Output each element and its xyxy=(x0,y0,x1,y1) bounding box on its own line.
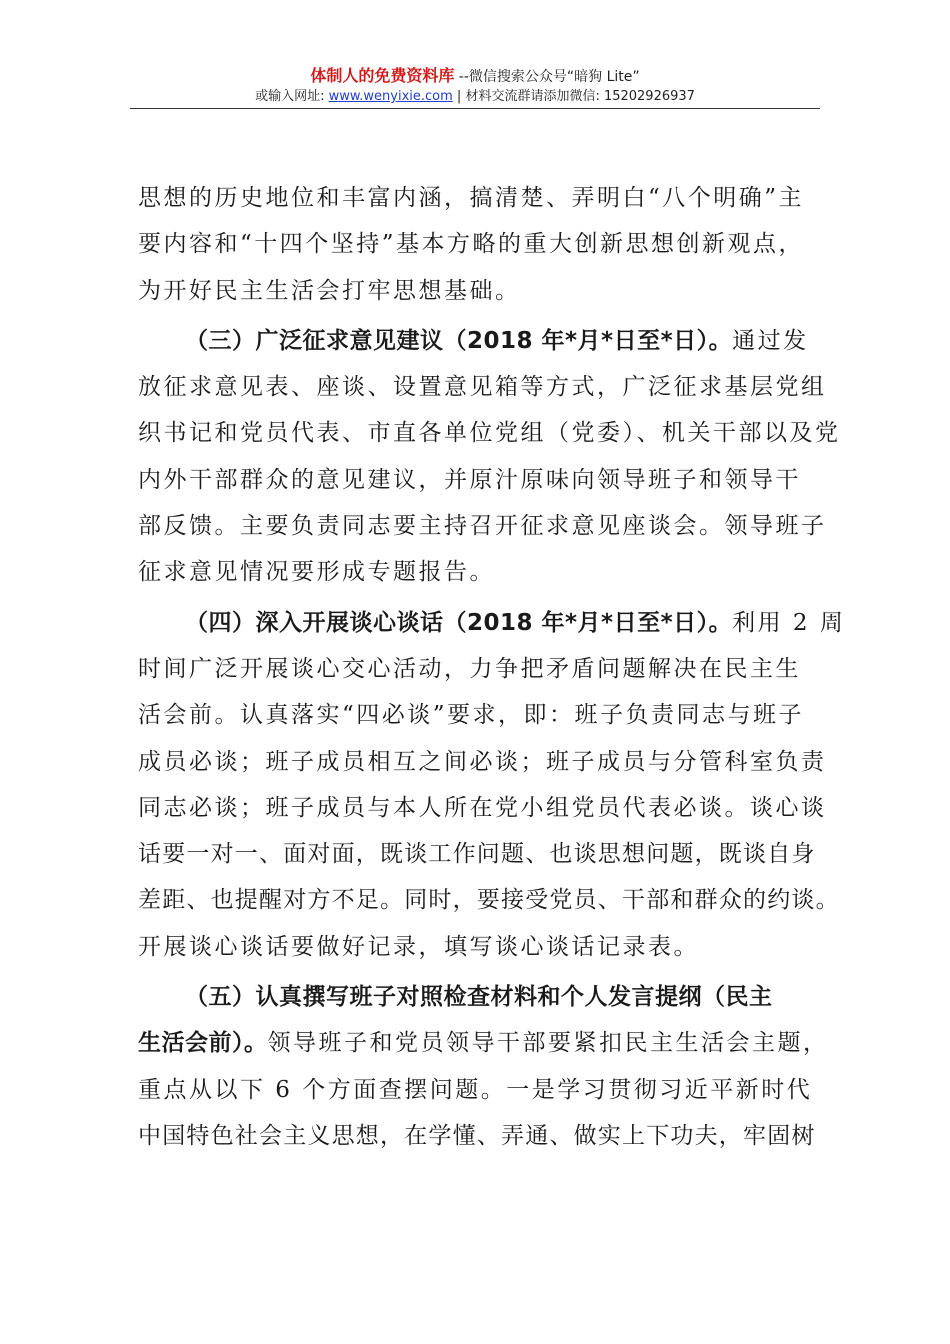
text-line: 为开好民主生活会打牢思想基础。 xyxy=(138,277,521,304)
text-line: 差距、也提醒对方不足。同时，要接受党员、干部和群众的约谈。 xyxy=(138,887,840,914)
section-heading: （四）深入开展谈心谈话（2018 年*月*日至*日）。 xyxy=(185,609,733,636)
text-line: 话要一对一、面对面，既谈工作问题、也谈思想问题，既谈自身 xyxy=(138,841,816,868)
text-line: 重点从以下 6 个方面查摆问题。一是学习贯彻习近平新时代 xyxy=(138,1076,813,1103)
header-divider xyxy=(130,108,820,109)
text-line: 时间广泛开展谈心交心活动，力争把矛盾问题解决在民主生 xyxy=(138,655,801,682)
text-run: 通过发 xyxy=(732,327,809,354)
text-line: 活会前。认真落实“四必谈”要求，即：班子负责同志与班子 xyxy=(138,702,805,729)
text-line: 同志必谈；班子成员与本人所在党小组党员代表必谈。谈心谈 xyxy=(138,794,827,821)
text-line: 部反馈。主要负责同志要主持召开征求意见座谈会。领导班子 xyxy=(138,513,827,540)
text-line: 放征求意见表、座谈、设置意见箱等方式，广泛征求基层党组 xyxy=(138,374,827,401)
text-line: 中国特色社会主义思想，在学懂、弄通、做实上下功夫，牢固树 xyxy=(138,1122,816,1149)
section-heading-line xyxy=(138,1020,829,1066)
document-body xyxy=(138,175,846,1159)
section-heading-cont: 生活会前）。 xyxy=(138,1030,268,1057)
text-line: 成员必谈；班子成员相互之间必谈；班子成员与分管科室负责 xyxy=(138,748,827,775)
header-brand-line xyxy=(0,66,950,87)
text-run: 领导班子和党员领导干部要紧扣民主生活会主题， xyxy=(267,1030,829,1057)
header-contact-line xyxy=(0,87,950,107)
text-line: 开展谈心谈话要做好记录，填写谈心谈话记录表。 xyxy=(138,933,699,960)
text-line: 内外干部群众的意见建议，并原汁原味向领导班子和领导干 xyxy=(138,466,801,493)
contact-info: | 材料交流群请添加微信: 15202926937 xyxy=(452,89,695,104)
section-heading: （五）认真撰写班子对照检查材料和个人发言提纲（民主 xyxy=(185,984,773,1011)
section-heading: （三）广泛征求意见建议（2018 年*月*日至*日）。 xyxy=(185,327,733,354)
document-header xyxy=(0,66,950,107)
text-line: 织书记和党员代表、市直各单位党组（党委）、机关干部以及党 xyxy=(138,420,841,447)
section-heading-line xyxy=(138,974,818,1020)
brand-title: 体制人的免费资料库 xyxy=(310,66,455,85)
text-line: 思想的历史地位和丰富内涵，搞清楚、弄明白“八个明确”主 xyxy=(138,185,805,211)
brand-tagline: --微信搜索公众号“暗狗 Lite” xyxy=(454,69,640,85)
section-heading-line xyxy=(138,600,846,646)
url-prefix: 或输入网址: xyxy=(255,89,329,104)
text-run: 利用 2 周 xyxy=(732,609,846,636)
text-line: 要内容和“十四个坚持”基本方略的重大创新思想创新观点， xyxy=(138,231,805,258)
text-line: 征求意见情况要形成专题报告。 xyxy=(138,559,495,586)
section-heading-line xyxy=(138,318,818,364)
website-link[interactable]: www.wenyixie.com xyxy=(328,89,453,104)
